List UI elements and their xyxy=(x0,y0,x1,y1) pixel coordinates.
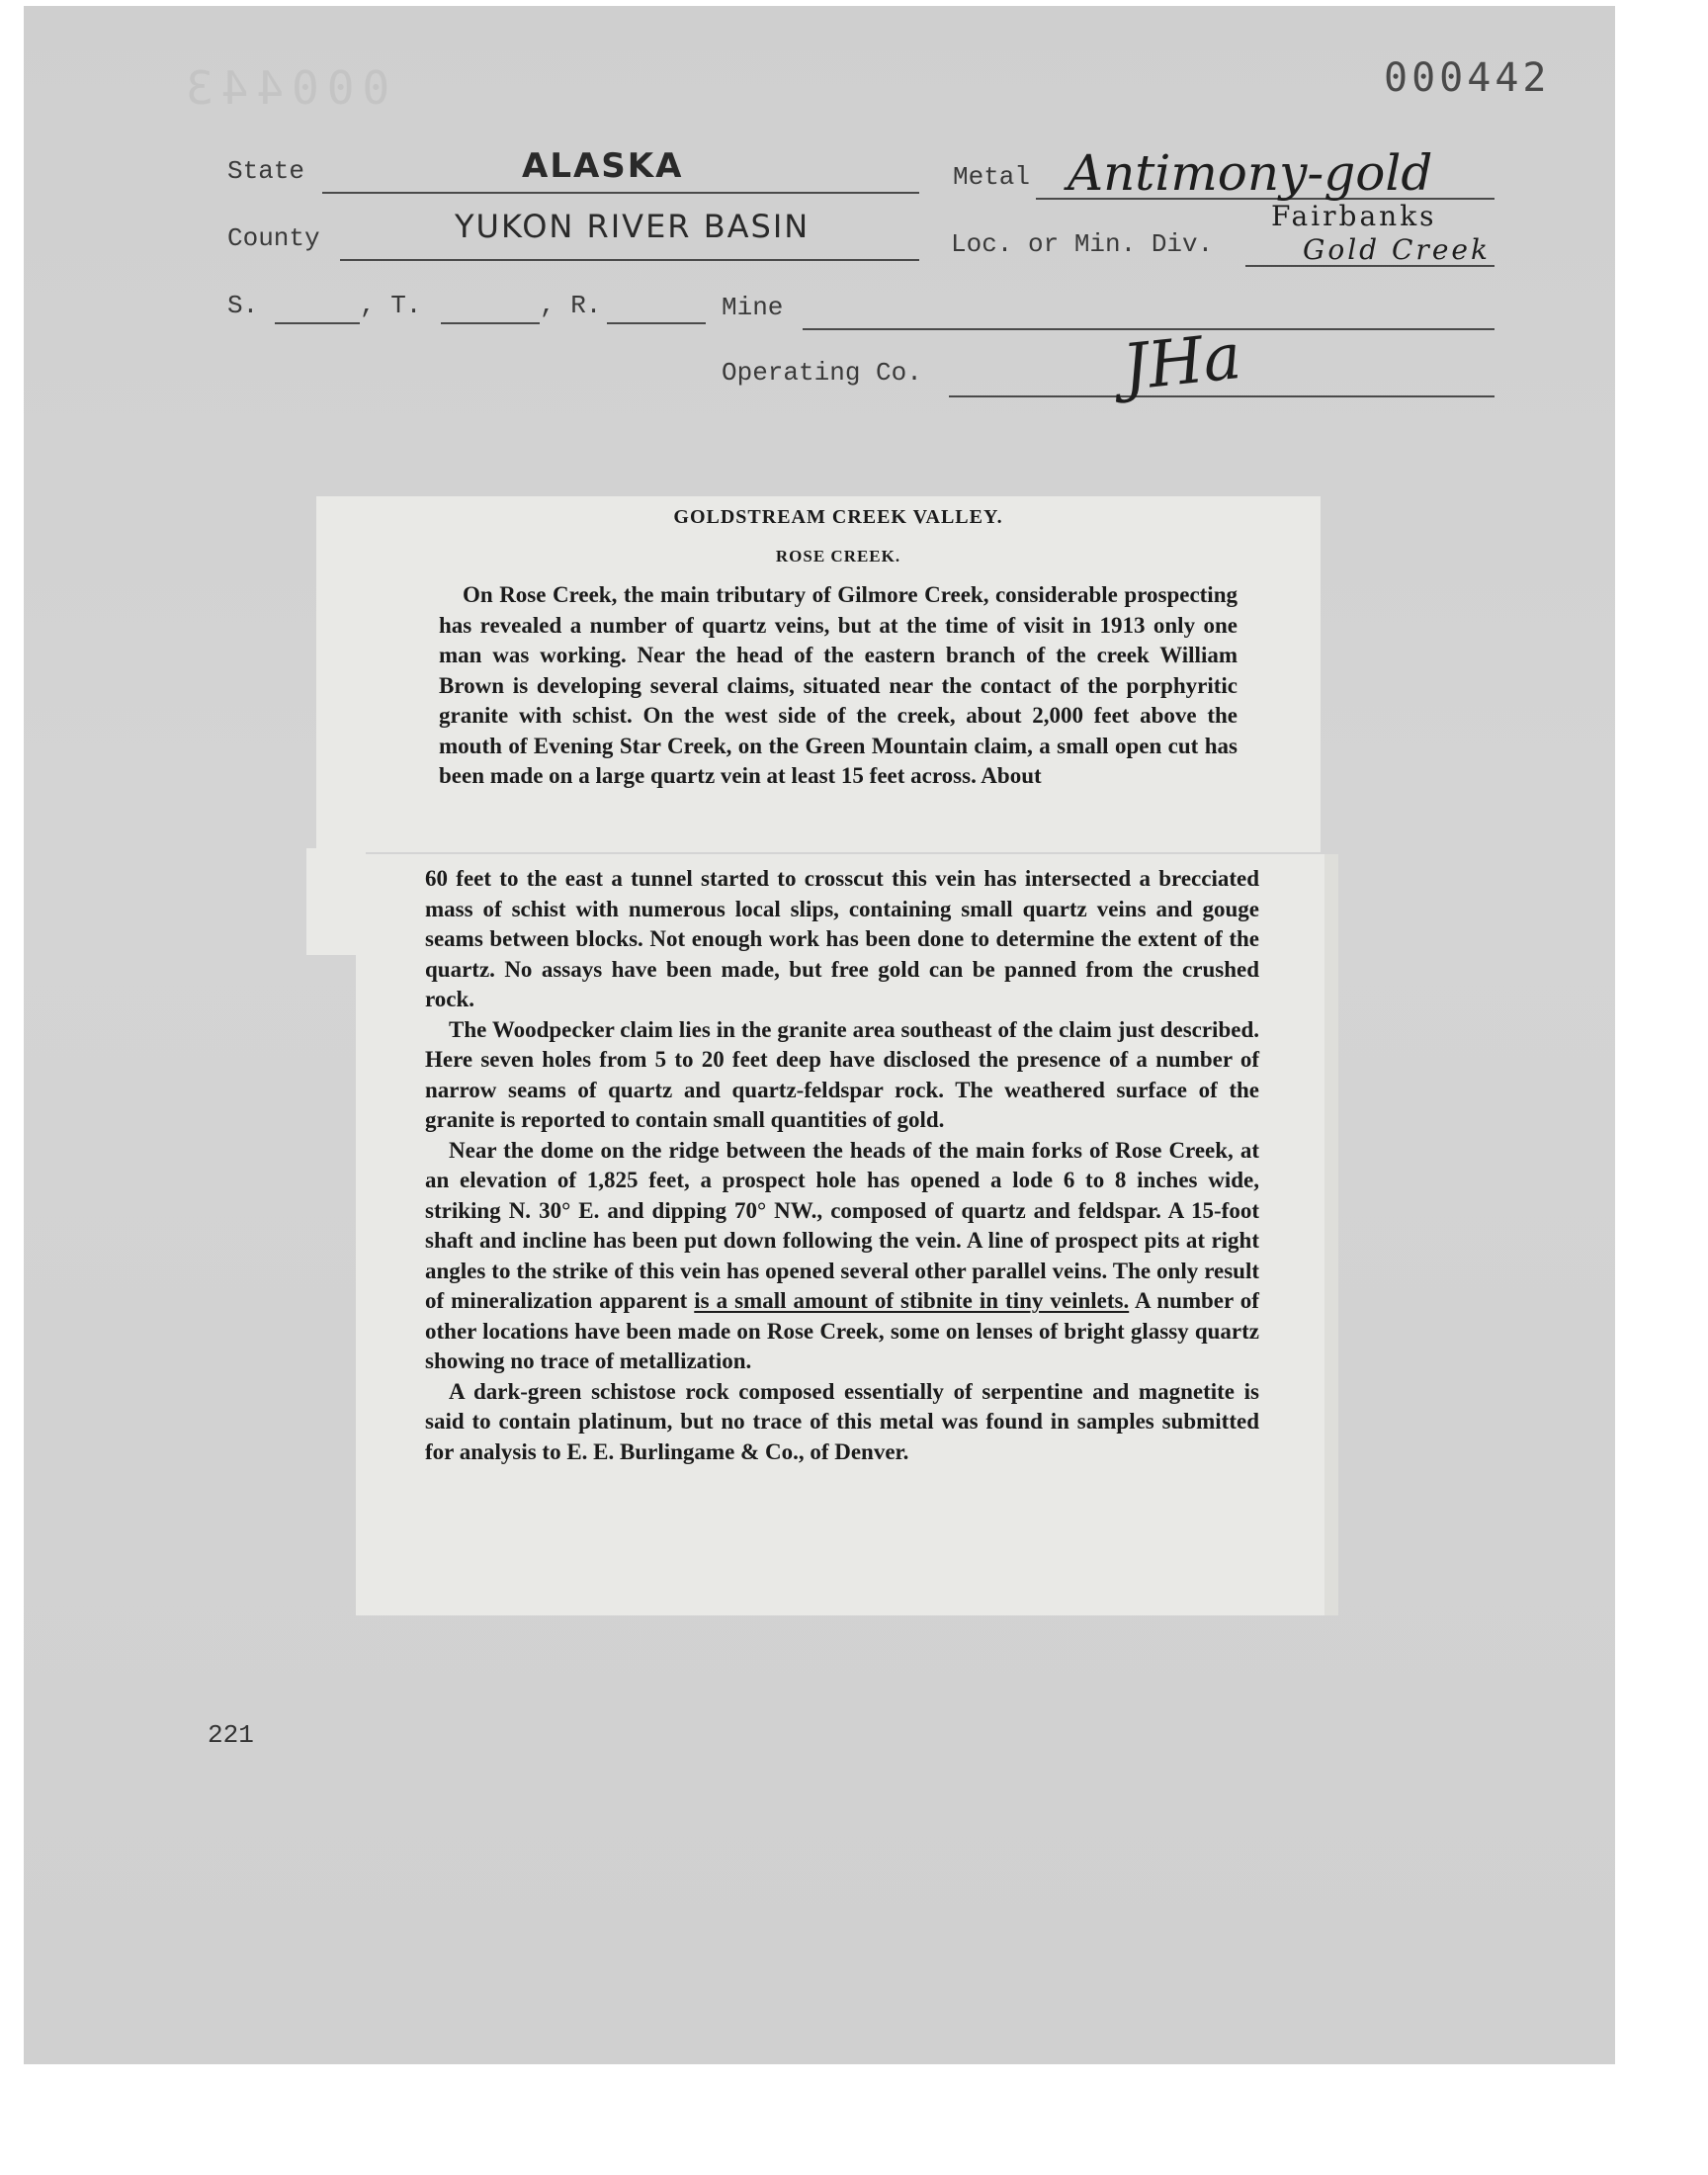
form-number: 000442 xyxy=(1384,55,1551,101)
t-line xyxy=(441,322,540,324)
page-number: 221 xyxy=(208,1720,254,1750)
r-label: , R. xyxy=(540,291,602,320)
state-label: State xyxy=(227,156,305,186)
paragraph-3-start: Near the dome on the ridge between the heads of the main forks of Rose Creek, at an elevation of 1,825 feet, a prospect hole has opened a lode 6 to 8 inches wide, striking N. 30° E. and dipping 70° NW., composed of quartz and feldspar. A 15-foot shaft and incline has been put down following the vein. A line of prospect pits at right angles to the strike of this vein has opened several other parallel veins. The only result of mineralization apparent xyxy=(425,1137,1259,1313)
county-line xyxy=(340,259,919,261)
s-label: S. xyxy=(227,291,259,320)
loc-label: Loc. or Min. Div. xyxy=(951,229,1214,259)
clipping-top xyxy=(316,496,1321,852)
s-line xyxy=(275,322,360,324)
clipping-title: GOLDSTREAM CREEK VALLEY. xyxy=(673,506,1003,528)
r-line xyxy=(607,322,706,324)
paragraph-2: The Woodpecker claim lies in the granite area southeast of the claim just described. Here seven holes from 5 to 20 feet deep have disclosed the presence of a number of narrow seams of quartz and quartz-feldspar rock. The weathered surface of the granite is reported to contain small quantities of gold. xyxy=(425,1016,1259,1132)
underlined-passage: is a small amount of stibnite in tiny veinlets. xyxy=(694,1288,1130,1313)
metal-value: Antimony-gold xyxy=(1068,144,1433,202)
loc-value-1: Fairbanks xyxy=(1271,200,1437,232)
state-value: ALASKA xyxy=(522,146,684,186)
clipping-edge-shadow xyxy=(1324,854,1338,1615)
loc-value-2: Gold Creek xyxy=(1303,233,1491,266)
state-line xyxy=(322,192,919,194)
mine-label: Mine xyxy=(722,293,784,322)
county-value: YUKON RIVER BASIN xyxy=(455,208,811,245)
paragraph-3 xyxy=(425,1136,1259,1377)
paragraph-3-end: A number of other locations have been made on Rose Creek, some on lenses of bright glassy quartz showing no trace of metallization. xyxy=(425,1288,1259,1373)
t-label: , T. xyxy=(360,291,422,320)
operating-line xyxy=(949,395,1494,397)
clipping-subtitle: ROSE CREEK. xyxy=(775,547,901,566)
paragraph-1-continued: 60 feet to the east a tunnel started to crosscut this vein has intersected a brecciated mass of schist with numerous local slips, containing small quartz veins and gouge seams between blocks. Not enough work has been done to determine the extent of the quartz. No assays have been made, but free gold can be panned from the crushed rock. xyxy=(425,866,1259,1011)
county-label: County xyxy=(227,223,320,253)
operating-label: Operating Co. xyxy=(722,358,922,388)
paragraph-4: A dark-green schistose rock composed essentially of serpentine and magnetite is said to contain platinum, but no trace of this metal was found in samples submitted for analysis to E. E. Burlingame & Co., of Denver. xyxy=(425,1378,1259,1464)
initials-signature: JHa xyxy=(1119,319,1245,406)
metal-label: Metal xyxy=(953,162,1031,192)
paragraph-1: On Rose Creek, the main tributary of Gilmore Creek, considerable prospecting has revealed a number of quartz veins, but at the time of visit in 1913 only one man was working. Near the head of the eastern branch of the creek William Brown is developing several claims, situated near the contact of the porphyritic granite with schist. On the west side of the creek, about 2,000 feet above the mouth of Evening Star Creek, on the Green Mountain claim, a small open cut has been made on a large quartz vein at least 15 feet across. About xyxy=(439,582,1238,788)
clipping-bottom xyxy=(356,854,1338,1615)
ghost-number: 000443 xyxy=(178,61,390,115)
